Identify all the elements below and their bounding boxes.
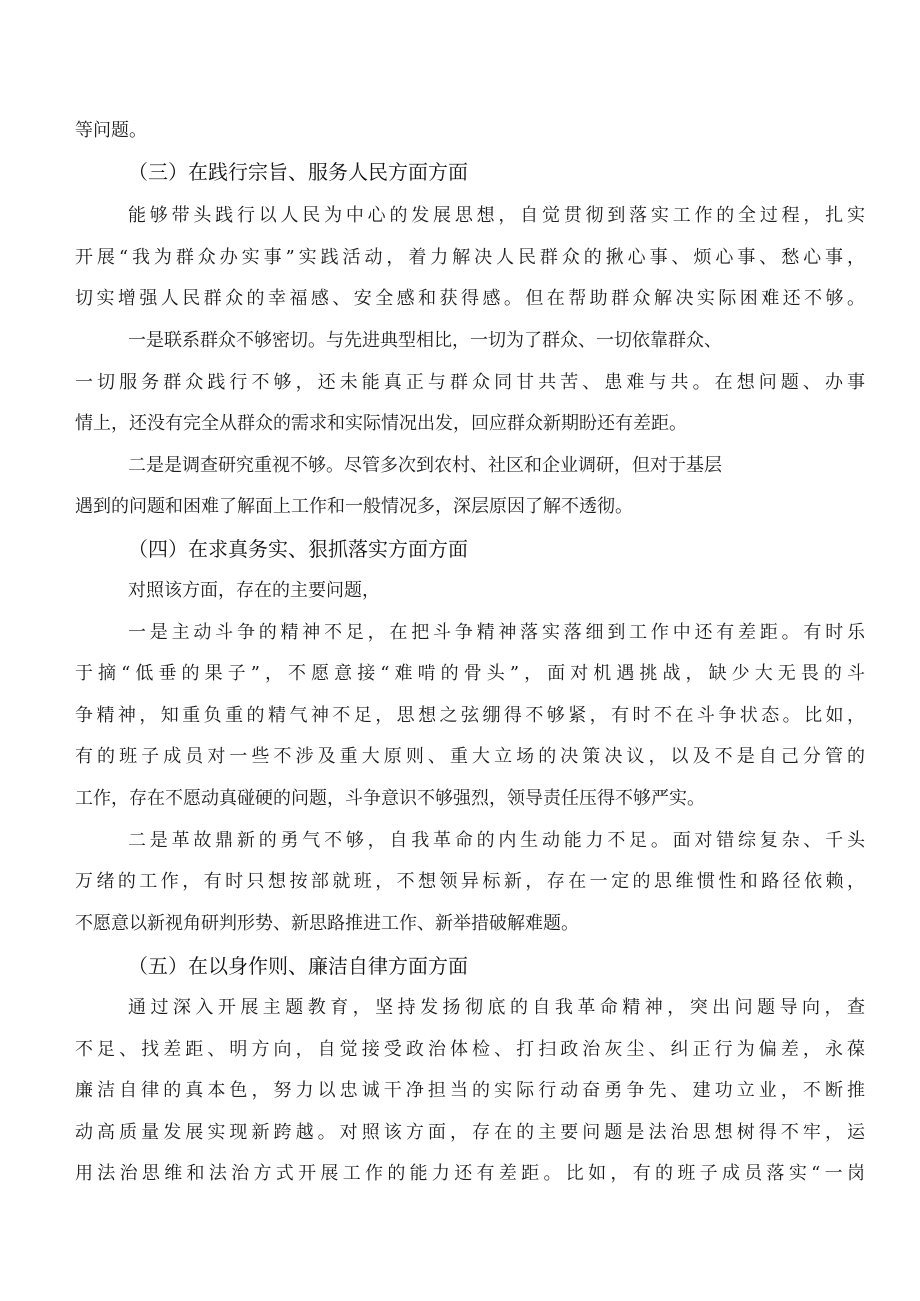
text-line: 切实增强人民群众的幸福感、安全感和获得感。但在帮助群众解决实际困难还不够。 (75, 288, 865, 309)
text-line: 二是革故鼎新的勇气不够，自我革命的内生动能力不足。面对错综复杂、千头 (128, 830, 865, 851)
text-line: 通过深入开展主题教育，坚持发扬彻底的自我革命精神，突出问题导向，查 (128, 997, 865, 1018)
text-line: 情上，还没有完全从群众的需求和实际情况出发，回应群众新期盼还有差距。 (75, 413, 687, 434)
text-line: 万绪的工作，有时只想按部就班，不想领异标新，存在一定的思维惯性和路径依赖， (75, 871, 865, 892)
text-line: 开展“我为群众办实事”实践活动，着力解决人民群众的揪心事、烦心事、愁心事， (75, 247, 865, 268)
text-line: 遇到的问题和困难了解面上工作和一般情况多，深层原因了解不透彻。 (75, 496, 633, 517)
text-line: 于摘“低垂的果子”，不愿意接“难啃的骨头”，面对机遇挑战，缺少大无畏的斗 (75, 663, 865, 684)
text-line: 一是主动斗争的精神不足，在把斗争精神落实落细到工作中还有差距。有时乐 (128, 622, 865, 643)
text-line: 有的班子成员对一些不涉及重大原则、重大立场的决策决议，以及不是自己分管的 (75, 746, 865, 767)
text-line: 一切服务群众践行不够，还未能真正与群众同甘共苦、患难与共。在想问题、办事 (75, 372, 865, 393)
text-line: 廉洁自律的真本色，努力以忠诚干净担当的实际行动奋勇争先、建功立业，不断推 (75, 1080, 865, 1101)
text-line: 二是是调查研究重视不够。尽管多次到农村、社区和企业调研，但对于基层 (128, 455, 722, 476)
text-line: 工作，存在不愿动真碰硬的问题，斗争意识不够强烈，领导责任压得不够严实。 (75, 788, 705, 809)
text-line: 动高质量发展实现新跨越。对照该方面，存在的主要问题是法治思想树得不牢，运 (75, 1122, 865, 1143)
text-line: 等问题。 (75, 120, 147, 141)
text-line: 对照该方面，存在的主要问题， (128, 580, 380, 601)
text-line: 争精神，知重负重的精气神不足，思想之弦绷得不够紧，有时不在斗争状态。比如， (75, 705, 865, 726)
text-line: 用法治思维和法治方式开展工作的能力还有差距。比如，有的班子成员落实“一岗 (75, 1163, 865, 1184)
section-heading-4: （四）在求真务实、狠抓落实方面方面 (128, 537, 468, 561)
section-heading-5: （五）在以身作则、廉洁自律方面方面 (128, 954, 468, 978)
text-line: 不足、找差距、明方向，自觉接受政治体检、打扫政治灰尘、纠正行为偏差，永葆 (75, 1039, 865, 1060)
section-heading-3: （三）在践行宗旨、服务人民方面方面 (128, 160, 468, 184)
text-line: 一是联系群众不够密切。与先进典型相比，一切为了群众、一切依靠群众、 (128, 330, 722, 351)
text-line: 不愿意以新视角研判形势、新思路推进工作、新举措破解难题。 (75, 913, 579, 934)
text-line: 能够带头践行以人民为中心的发展思想，自觉贯彻到落实工作的全过程，扎实 (128, 205, 865, 226)
